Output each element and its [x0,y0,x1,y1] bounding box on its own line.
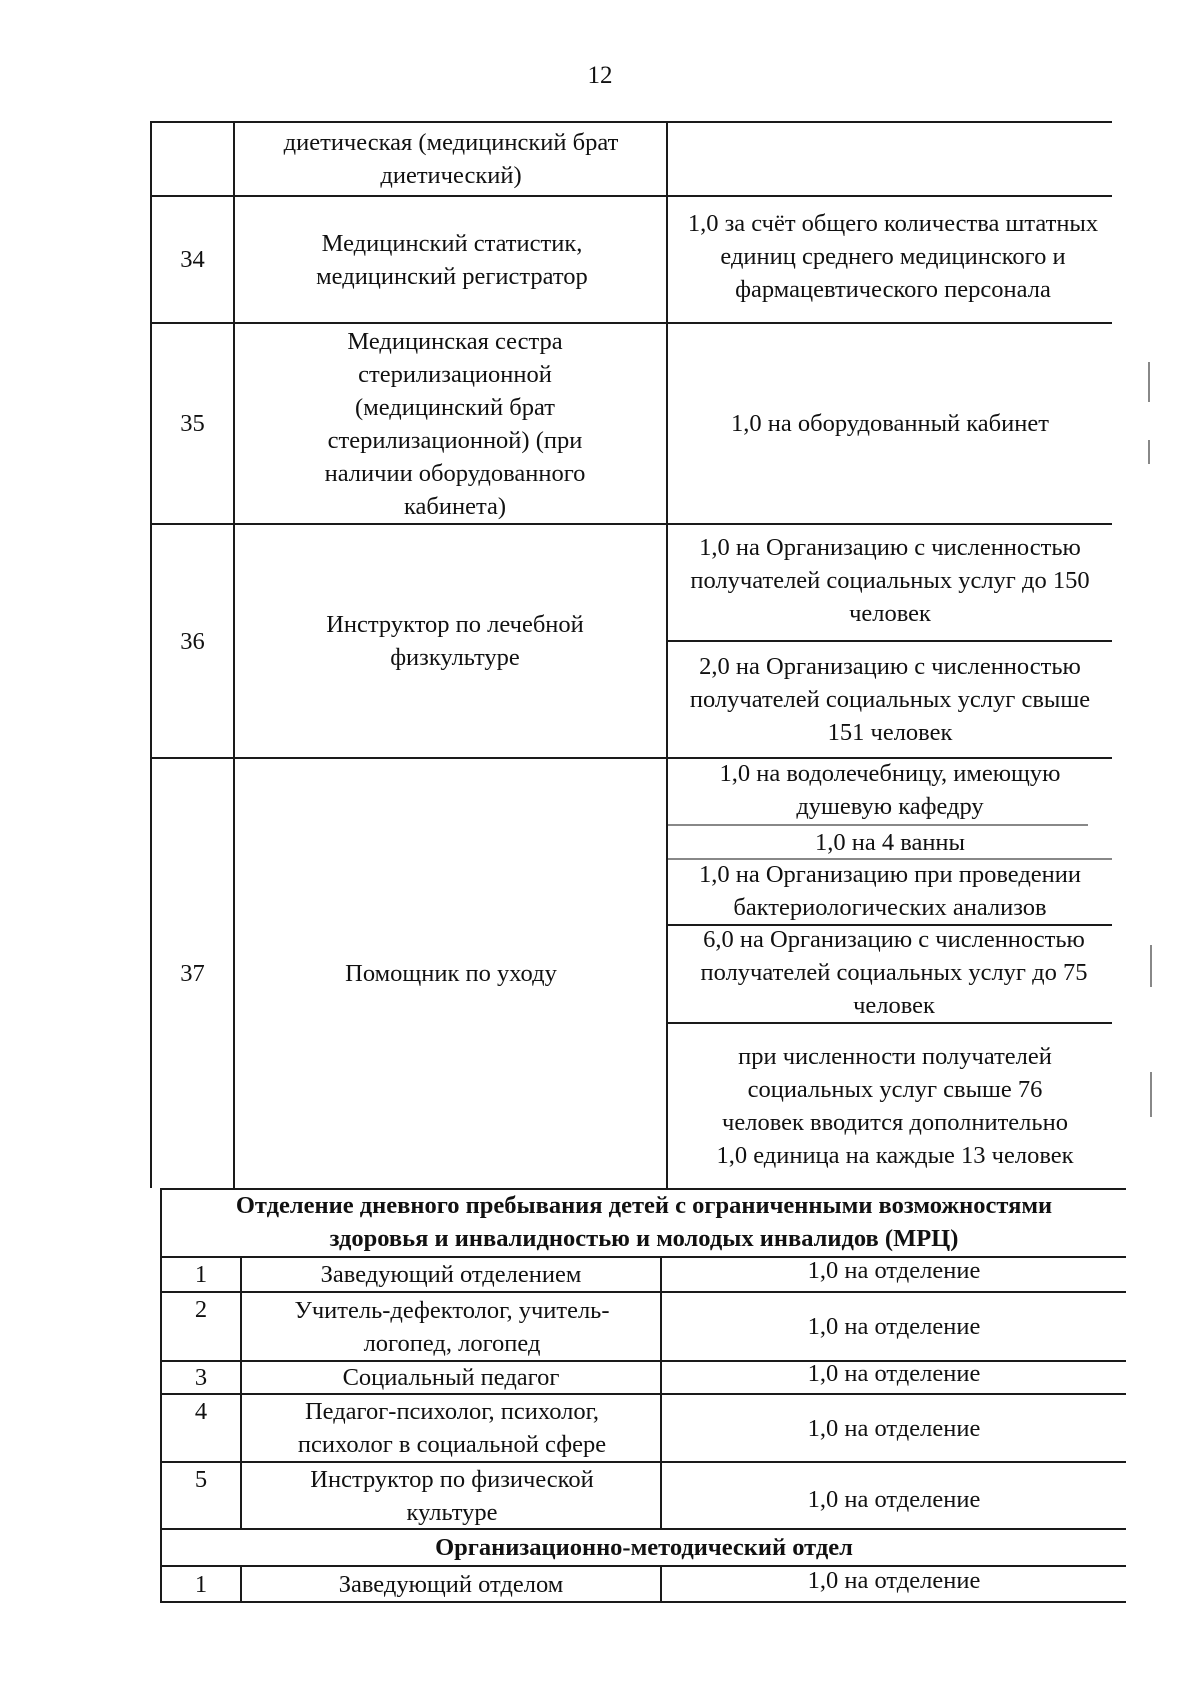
row-number: 1 [194,1261,208,1288]
staffing-norm: 1,0 на отделение [807,1360,981,1387]
staffing-norm: 1,0 на отделение [807,1485,981,1513]
position-name: Инструктор по лечебной физкультуре [326,611,584,671]
staffing-norm: 1,0 на отделение [807,1257,981,1284]
position-name: Инструктор по физической культуре [310,1465,594,1526]
table-rule [1148,440,1150,464]
row-number: 5 [194,1466,208,1493]
staffing-norm: 1,0 на 4 ванны [814,828,966,856]
row-number: 3 [194,1364,208,1391]
row-continuation-name: диетическая (медицинский брат диетический) [283,129,619,189]
position-name: Учитель-дефектолог, учитель-логопед, логопед [294,1296,610,1357]
table-rule [1150,945,1152,987]
row-number: 34 [180,246,205,273]
position-name: Медицинская сестра стерилизационной (медицинский брат стерилизационной) (при наличии оборудованного кабинета) [324,327,586,520]
staffing-norm: при численности получателей социальных услуг свыше 76 человек вводится дополнительно 1,0 единица на каждые 13 человек [716,1043,1074,1169]
table-rule [666,121,668,1188]
staffing-norm: 1,0 на оборудованный кабинет [731,410,1049,437]
section-title: Отделение дневного пребывания детей с ограниченными возможностями здоровья и инвалидностью и молодых инвалидов (МРЦ) [235,1192,1053,1252]
row-continuation-norm [668,123,1112,195]
row-number: 1 [194,1570,208,1598]
table-rule [1148,362,1150,402]
table-rule [233,121,235,1188]
position-name: Заведующий отделом [338,1570,564,1598]
staffing-norm: 1,0 на отделение [807,1313,981,1340]
staffing-norm: 1,0 на Организацию при проведении бактериологических анализов [698,860,1081,921]
table-rule [160,1601,1126,1603]
position-name: Помощник по уходу [345,960,557,987]
row-number: 2 [194,1296,208,1323]
row-number: 35 [180,410,205,437]
page-number: 12 [587,62,613,89]
staffing-norm: 1,0 за счёт общего количества штатных единиц среднего медицинского и фармацевтического персонала [687,210,1099,303]
position-name: Заведующий отделением [320,1261,582,1288]
staffing-norm: 6,0 на Организацию с численностью получателей социальных услуг до 75 человек [700,925,1088,1019]
row-number: 4 [194,1398,208,1425]
staffing-norm: 1,0 на водолечебницу, имеющую душевую кафедру [719,760,1061,820]
staffing-norm: 1,0 на отделение [807,1414,981,1442]
staffing-norm: 2,0 на Организацию с численностью получателей социальных услуг свыше 151 человек [689,653,1091,746]
row-number: 37 [180,960,205,987]
position-name: Педагог-психолог, психолог, психолог в социальной сфере [297,1398,607,1458]
section-title: Организационно-методический отдел [435,1534,853,1561]
table-rule [1150,1072,1152,1117]
position-name: Медицинский статистик, медицинский регистратор [316,229,588,290]
staffing-norm: 1,0 на Организацию с численностью получателей социальных услуг до 150 человек [690,533,1090,627]
row-number: 36 [180,627,205,655]
position-name: Социальный педагог [342,1364,560,1391]
staffing-norm: 1,0 на отделение [807,1566,981,1594]
